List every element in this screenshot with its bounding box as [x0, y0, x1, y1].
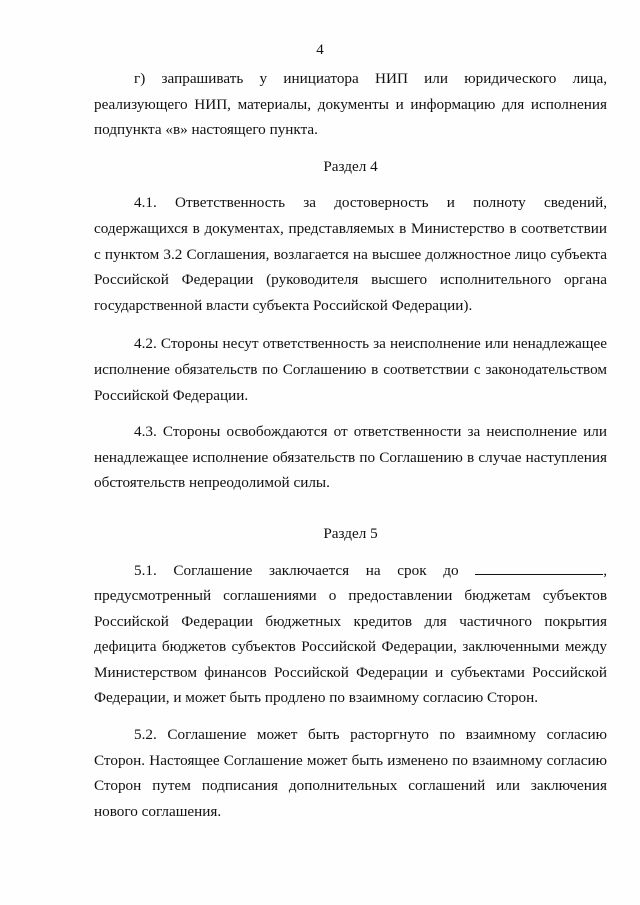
- paragraph-4-1: 4.1. Ответственность за достоверность и полноту сведений, содержащихся в документах, представляемых в Министерство в соответствии с пунктом 3.2 Соглашения, возлагается на высшее должностное лицо субъекта Российской Федерации (руководителя высшего исполнительного органа государственной власти субъекта Российской Федерации).: [94, 194, 607, 314]
- paragraph-5-1: [94, 558, 607, 712]
- paragraph-5-2: 5.2. Соглашение может быть расторгнуто по взаимному согласию Сторон. Настоящее Соглашение может быть изменено по взаимному согласию Сторон путем подписания дополнительных соглашений или заключения нового соглашения.: [94, 726, 607, 820]
- paragraph-4-3: 4.3. Стороны освобождаются от ответственности за неисполнение или ненадлежащее исполнение обязательств по Соглашению в случае наступления обстоятельств непреодолимой силы.: [94, 423, 607, 492]
- paragraph-5-1-end: , предусмотренный соглашениями о предоставлении бюджетам субъектов Российской Федерации бюджетных кредитов для частичного покрытия дефицита бюджетов субъектов Российской Федерации, заключенными между Министерством финансов Российской Федерации и субъектами Российской Федерации, и может быть продлено по взаимному согласию Сторон.: [94, 561, 607, 707]
- term-date-blank: [475, 560, 603, 575]
- document-body: [94, 66, 607, 824]
- page-number: 4: [316, 42, 324, 58]
- section-5-heading: Раздел 5: [323, 524, 378, 542]
- paragraph-item-g: г) запрашивать у инициатора НИП или юридического лица, реализующего НИП, материалы, документы и информацию для исполнения подпункта «в» настоящего пункта.: [94, 70, 607, 139]
- section-4-heading: Раздел 4: [323, 157, 378, 175]
- paragraph-4-2: 4.2. Стороны несут ответственность за неисполнение или ненадлежащее исполнение обязательств по Соглашению в соответствии с законодательством Российской Федерации.: [94, 335, 607, 404]
- paragraph-5-1-start: 5.1. Соглашение заключается на срок до: [134, 561, 459, 579]
